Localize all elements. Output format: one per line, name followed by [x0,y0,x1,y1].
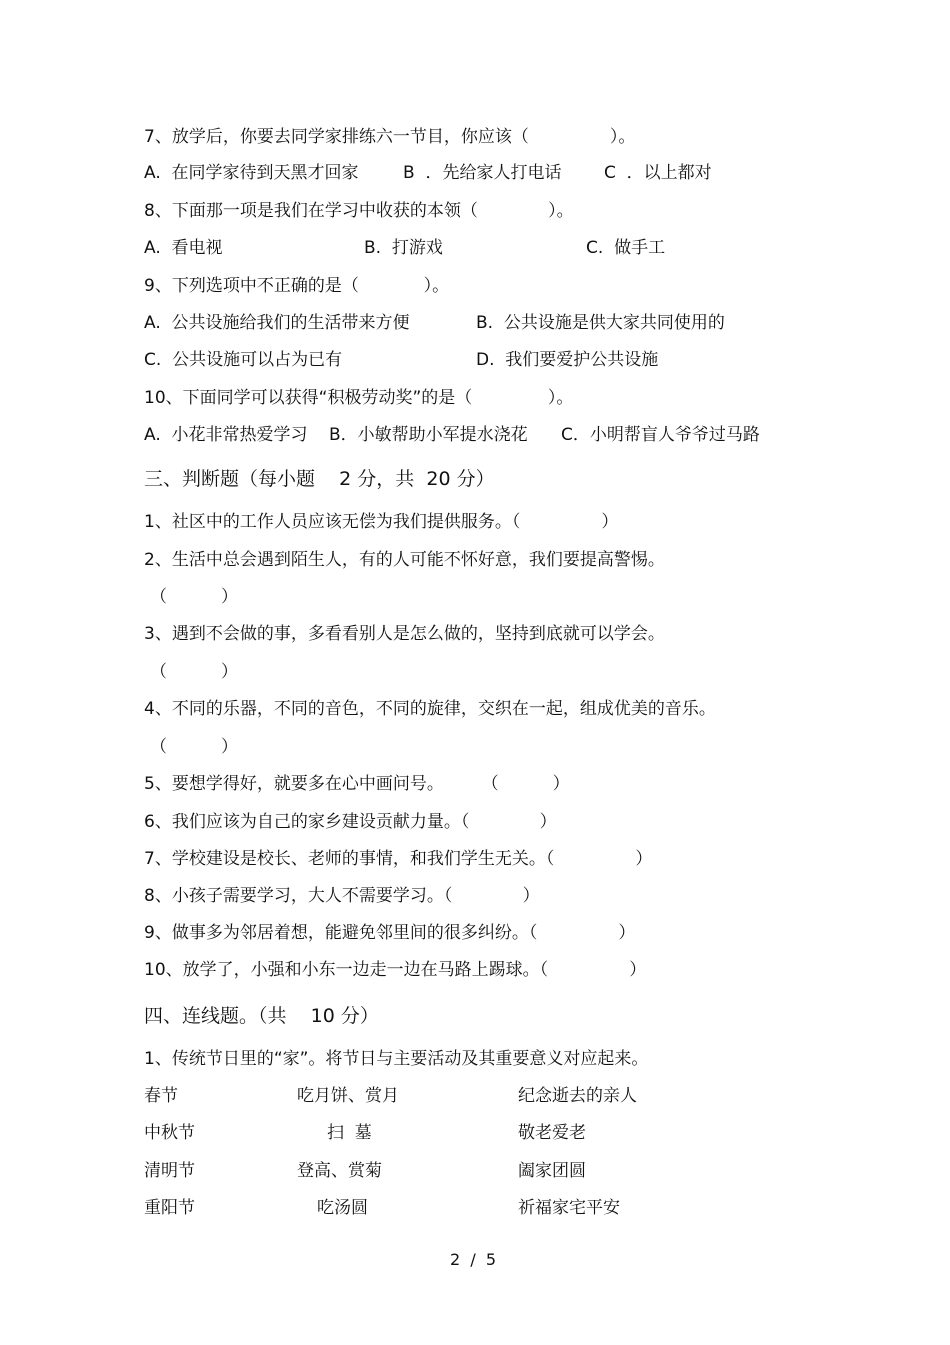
question-10-option-c: C．小明帮盲人爷爷过马路 [561,425,760,445]
matching-question-1: 1、传统节日里的“家”。将节日与主要活动及其重要意义对应起来。 [144,1049,649,1069]
meaning-label: 阖家团圆 [518,1161,586,1181]
question-7-option-b: B ．先给家人打电话 [403,163,562,183]
judge-item-2-blank: （ ） [150,587,239,607]
judge-item-3: 3、遇到不会做的事，多看看别人是怎么做的，坚持到底就可以学会。 [144,624,665,644]
judge-item-3-blank: （ ） [150,662,239,682]
judge-item-5: 5、要想学得好，就要多在心中画问号。 （ ） [144,774,570,794]
question-7-stem: 7、放学后，你要去同学家排练六一节目，你应该（ ）。 [144,127,636,147]
activity-label: 扫 墓 [327,1123,372,1143]
question-7-option-c: C ．以上都对 [604,163,712,183]
question-8-option-c: C. 做手工 [586,238,666,258]
festival-label: 中秋节 [144,1123,195,1143]
judge-item-10: 10、放学了，小强和小东一边走一边在马路上踢球。（ ） [144,960,647,980]
judge-item-8: 8、小孩子需要学习，大人不需要学习。（ ） [144,886,540,906]
question-9-stem: 9、下列选项中不正确的是（ ）。 [144,276,450,296]
question-8-stem: 8、下面那一项是我们在学习中收获的本领（ ）。 [144,201,574,221]
meaning-label: 敬老爱老 [518,1123,586,1143]
question-7-option-a: A. 在同学家待到天黑才回家 [144,163,359,183]
judge-item-2: 2、生活中总会遇到陌生人，有的人可能不怀好意，我们要提高警惕。 [144,550,665,570]
question-9-option-c: C. 公共设施可以占为已有 [144,350,343,370]
judge-item-4: 4、不同的乐器，不同的音色，不同的旋律，交织在一起，组成优美的音乐。 [144,699,716,719]
judge-item-6: 6、我们应该为自己的家乡建设贡献力量。（ ） [144,812,557,832]
meaning-label: 纪念逝去的亲人 [518,1086,637,1106]
meaning-label: 祈福家宅平安 [518,1198,620,1218]
activity-label: 吃汤圆 [317,1198,368,1218]
question-9-option-b: B. 公共设施是供大家共同使用的 [476,313,725,333]
question-8-option-b: B. 打游戏 [364,238,443,258]
question-10-stem: 10、下面同学可以获得“积极劳动奖”的是（ ）。 [144,388,574,408]
question-9-option-d: D. 我们要爱护公共设施 [476,350,659,370]
judge-item-4-blank: （ ） [150,737,239,757]
question-8-option-a: A. 看电视 [144,238,223,258]
page-number: 2 / 5 [450,1250,497,1269]
section-3-heading: 三、判断题（每小题 2 分，共 20 分） [144,468,495,490]
question-10-option-b: B．小敏帮助小军提水浇花 [329,425,528,445]
festival-label: 重阳节 [144,1198,195,1218]
question-10-option-a: A. 小花非常热爱学习 [144,425,308,445]
activity-label: 吃月饼、赏月 [297,1086,399,1106]
judge-item-9: 9、做事多为邻居着想，能避免邻里间的很多纠纷。（ ） [144,923,636,943]
judge-item-7: 7、学校建设是校长、老师的事情，和我们学生无关。（ ） [144,849,653,869]
section-4-heading: 四、连线题。（共 10 分） [144,1005,379,1027]
festival-label: 春节 [144,1086,178,1106]
judge-item-1: 1、社区中的工作人员应该无偿为我们提供服务。（ ） [144,512,619,532]
festival-label: 清明节 [144,1161,195,1181]
question-9-option-a: A. 公共设施给我们的生活带来方便 [144,313,410,333]
activity-label: 登高、赏菊 [297,1161,382,1181]
